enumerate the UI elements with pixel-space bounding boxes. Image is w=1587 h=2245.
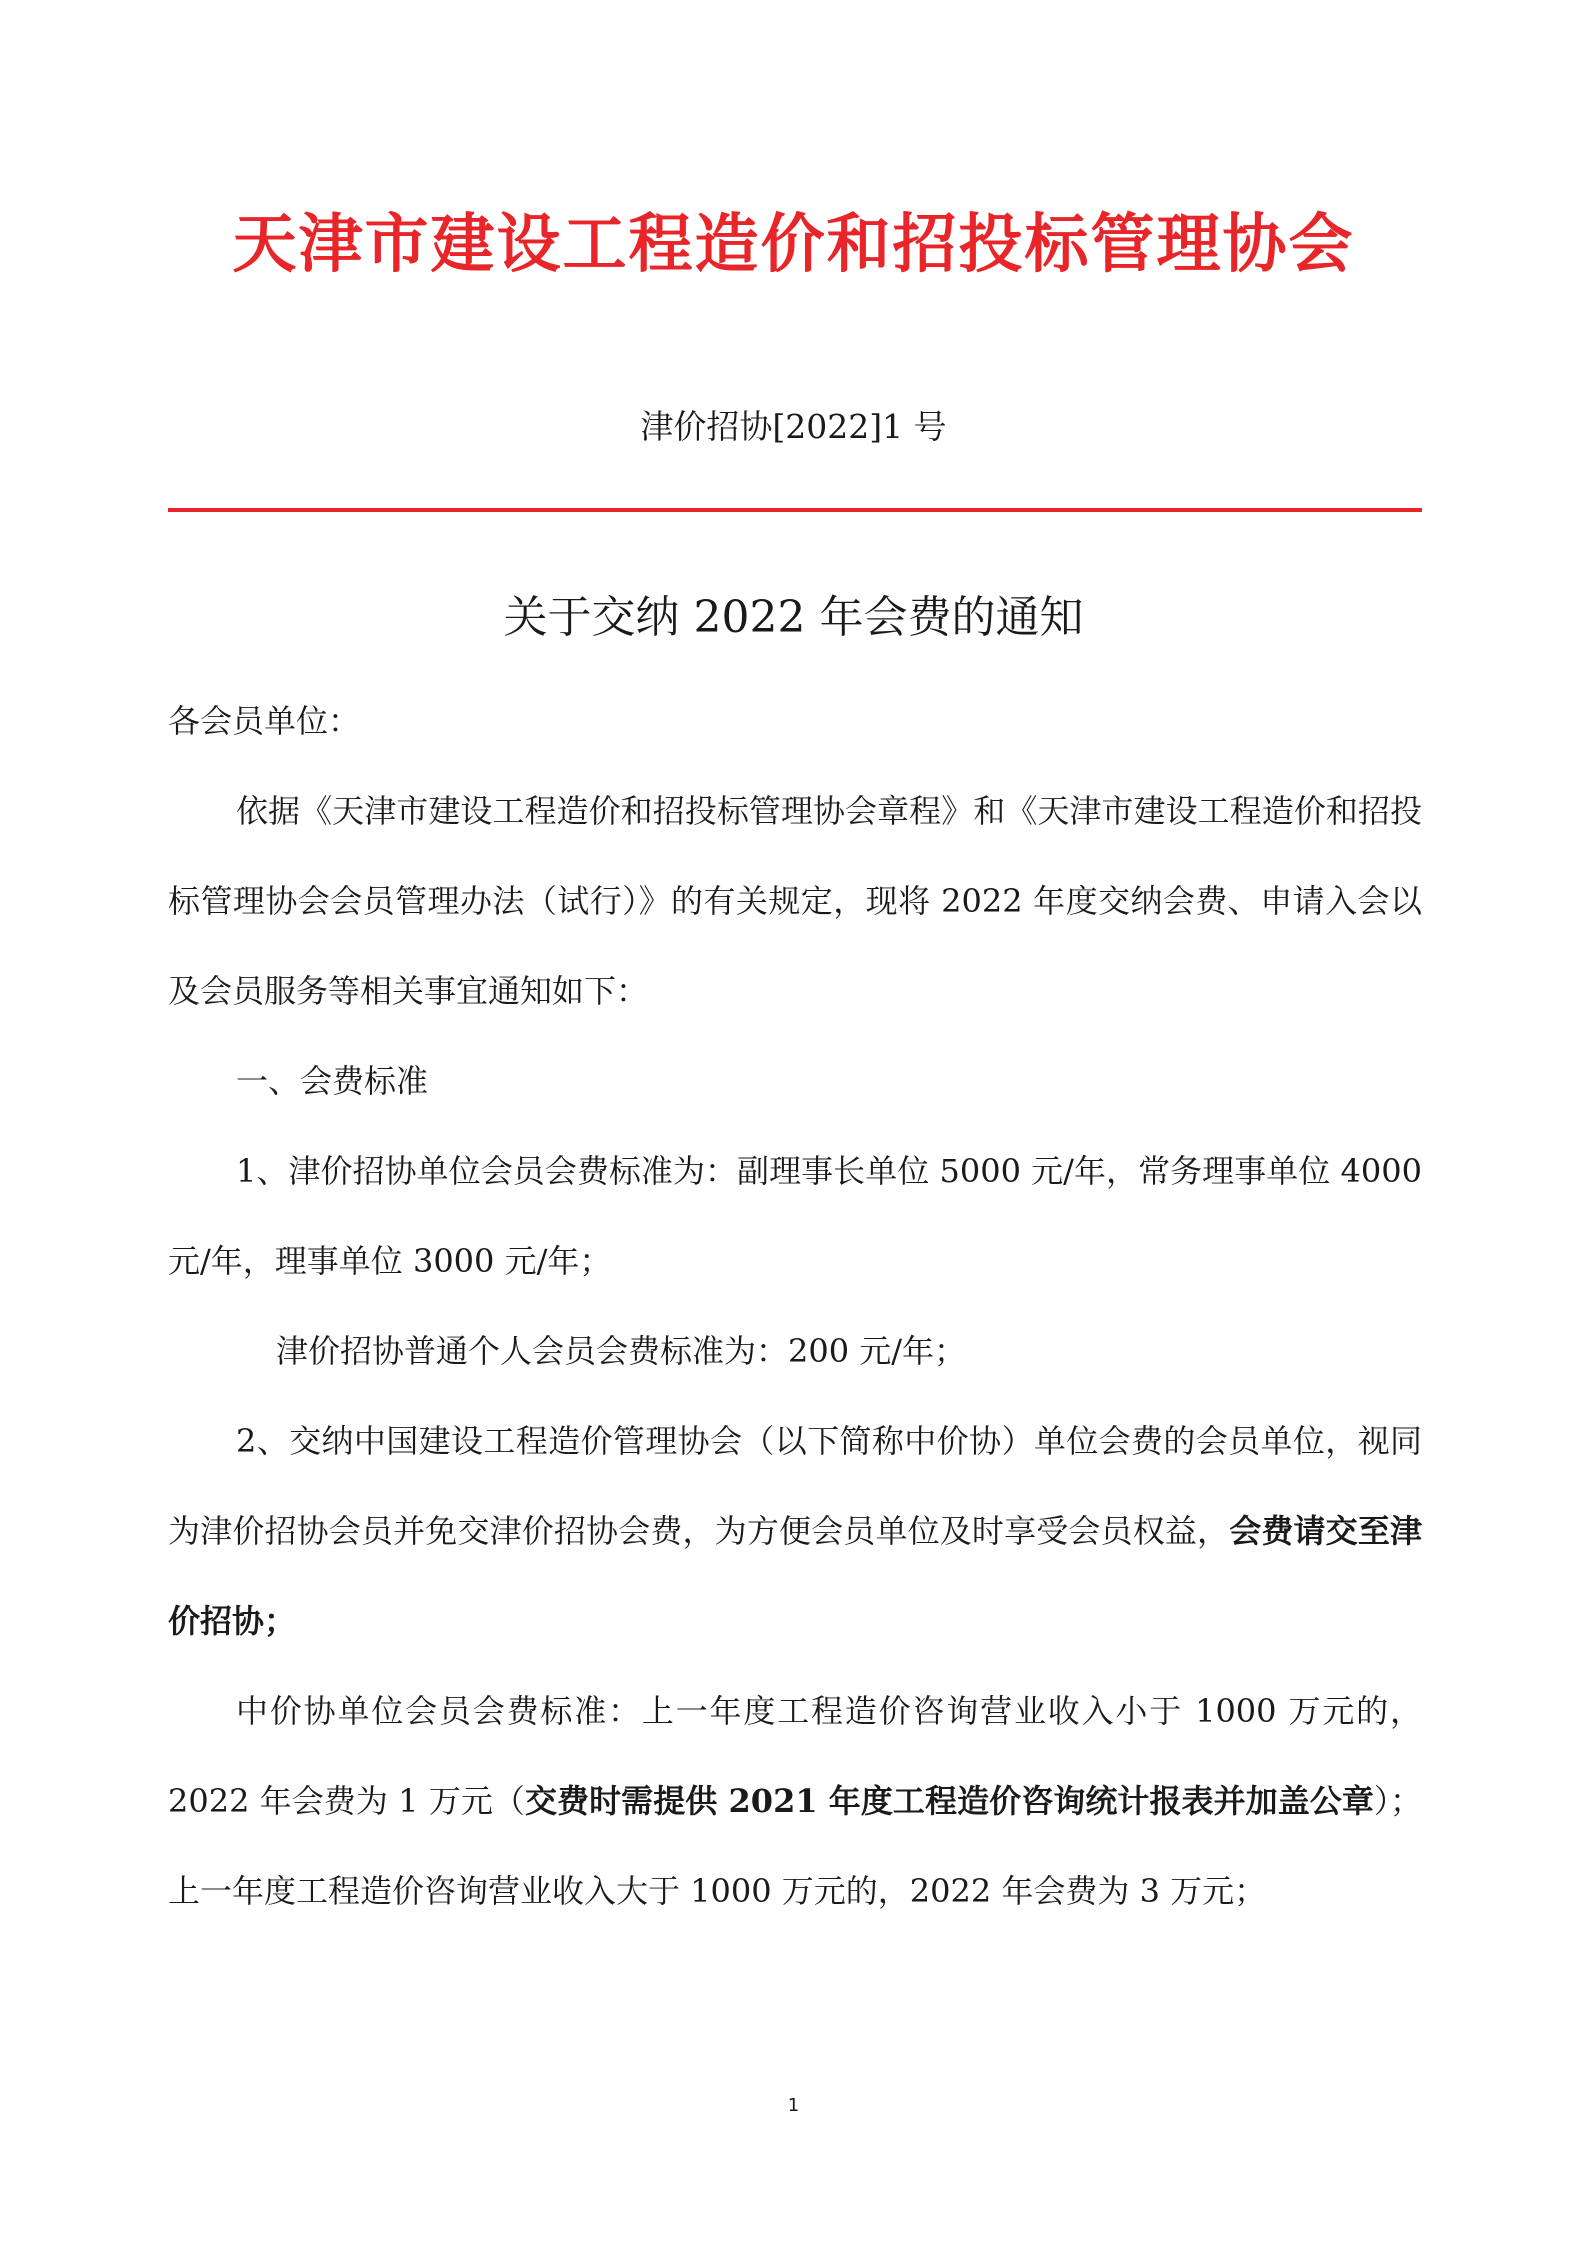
section-heading-fee-standard: 一、会费标准 xyxy=(236,1062,429,1100)
cca-fee-text-part1: 中价协单位会员会费标准：上一年度工程造价咨询营业收入小于 1000 万元的，2022 年会费为 1 万元（ xyxy=(168,1692,1422,1820)
item-2-text: 2、交纳中国建设工程造价管理协会（以下简称中价协）单位会费的会员单位，视同为津价招协会员并免交津价招协会费，为方便会员单位及时享受会员权益， xyxy=(168,1422,1422,1550)
intro-paragraph: 依据《天津市建设工程造价和招投标管理协会章程》和《天津市建设工程造价和招投标管理协会会员管理办法（试行）》的有关规定，现将 2022 年度交纳会费、申请入会以及会员服务等相关事宜通知如下： xyxy=(168,792,1422,1010)
cca-fee-text-part2: ）；上一年度工程造价咨询营业收入大于 1000 万元的，2022 年会费为 3 万元； xyxy=(168,1782,1422,1910)
item-1-personal-member-fee: 津价招协普通个人会员会费标准为：200 元/年； xyxy=(276,1332,967,1370)
item-2-paragraph xyxy=(168,1396,1422,1666)
issuing-organization-title: 天津市建设工程造价和招投标管理协会 xyxy=(232,208,1355,282)
salutation: 各会员单位： xyxy=(168,702,361,740)
cca-fee-emphasis: 交费时需提供 2021 年度工程造价咨询统计报表并加盖公章 xyxy=(524,1782,1374,1820)
notice-title: 关于交纳 2022 年会费的通知 xyxy=(503,592,1084,643)
notice-body xyxy=(168,676,1422,1936)
item-2-emphasis: 会费请交至津价招协； xyxy=(168,1512,1422,1640)
page-number: 1 xyxy=(787,2095,800,2116)
document-number: 津价招协[2022]1 号 xyxy=(640,407,947,446)
item-1-unit-member-fees: 1、津价招协单位会员会费标准为：副理事长单位 5000 元/年，常务理事单位 4000 元/年，理事单位 3000 元/年； xyxy=(168,1152,1422,1280)
cca-fee-paragraph xyxy=(168,1666,1422,1936)
red-divider-line xyxy=(168,508,1422,512)
